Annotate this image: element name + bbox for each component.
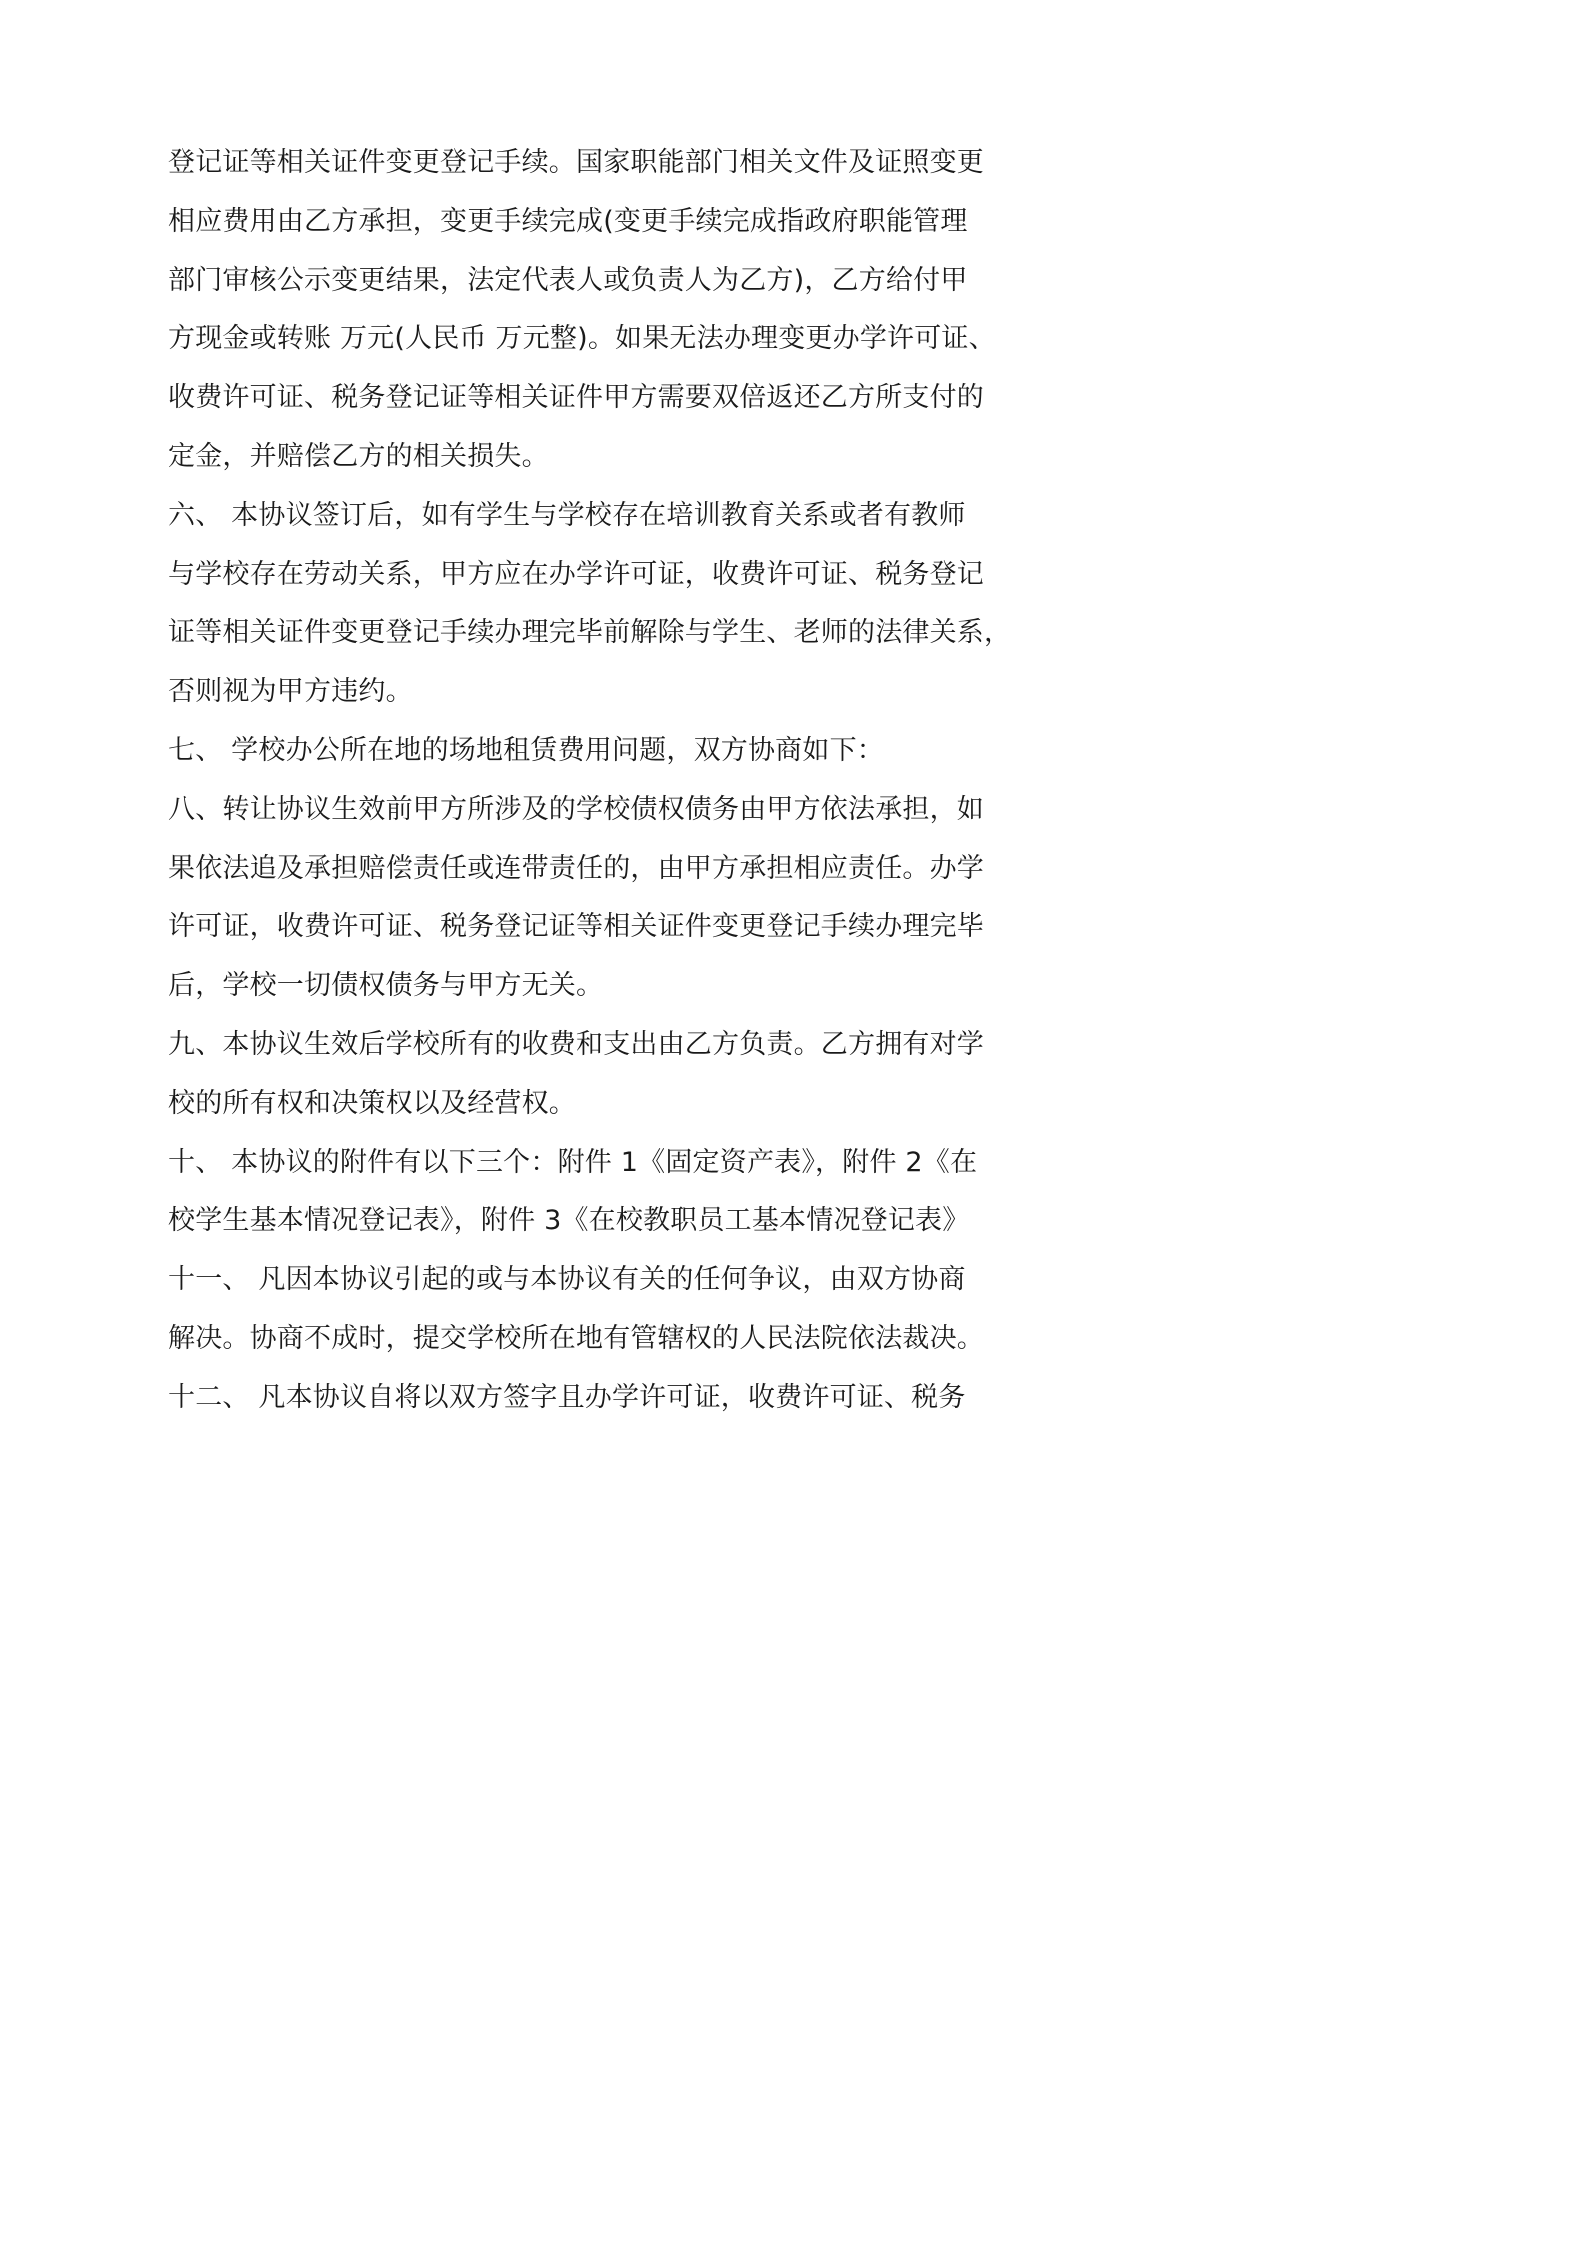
document-line: 校学生基本情况登记表》，附件 3《在校教职员工基本情况登记表》: [168, 1205, 970, 1237]
document-line: 七、 学校办公所在地的场地租赁费用问题，双方协商如下：: [168, 734, 884, 766]
document-line: 十二、 凡本协议自将以双方签字且办学许可证，收费许可证、税务: [168, 1381, 966, 1413]
document-line: 九、本协议生效后学校所有的收费和支出由乙方负责。乙方拥有对学: [168, 1028, 984, 1060]
document-line: 证等相关证件变更登记手续办理完毕前解除与学生、老师的法律关系，: [168, 617, 1012, 649]
document-line: 校的所有权和决策权以及经营权。: [168, 1087, 576, 1119]
document-page: [0, 0, 1100, 1556]
document-line: 登记证等相关证件变更登记手续。国家职能部门相关文件及证照变更: [168, 147, 984, 178]
document-line: 与学校存在劳动关系，甲方应在办学许可证，收费许可证、税务登记: [168, 558, 984, 590]
document-line: 八、转让协议生效前甲方所涉及的学校债权债务由甲方依法承担，如: [168, 793, 984, 825]
document-line: 十、 本协议的附件有以下三个：附件 1《固定资产表》，附件 2《在: [168, 1146, 978, 1178]
document-line: 解决。协商不成时，提交学校所在地有管辖权的人民法院依法裁决。: [168, 1322, 984, 1354]
document-line: 许可证，收费许可证、税务登记证等相关证件变更登记手续办理完毕: [168, 911, 984, 943]
document-line: 定金，并赔偿乙方的相关损失。: [168, 440, 549, 472]
document-line: 十一、 凡因本协议引起的或与本协议有关的任何争议，由双方协商: [168, 1264, 966, 1296]
document-line: 方现金或转账 万元(人民币 万元整)。如果无法办理变更办学许可证、: [168, 323, 996, 355]
document-line: 相应费用由乙方承担，变更手续完成(变更手续完成指政府职能管理: [168, 205, 968, 237]
document-line: 收费许可证、税务登记证等相关证件甲方需要双倍返还乙方所支付的: [168, 382, 984, 414]
document-body: [168, 134, 1012, 1428]
document-line: 六、 本协议签订后，如有学生与学校存在培训教育关系或者有教师: [168, 499, 966, 531]
document-line: 果依法追及承担赔偿责任或连带责任的，由甲方承担相应责任。办学: [168, 852, 984, 884]
document-line: 部门审核公示变更结果，法定代表人或负责人为乙方)，乙方给付甲: [168, 264, 968, 296]
document-line: 后，学校一切债权债务与甲方无关。: [168, 970, 604, 1002]
document-line: 否则视为甲方违约。: [168, 676, 413, 708]
